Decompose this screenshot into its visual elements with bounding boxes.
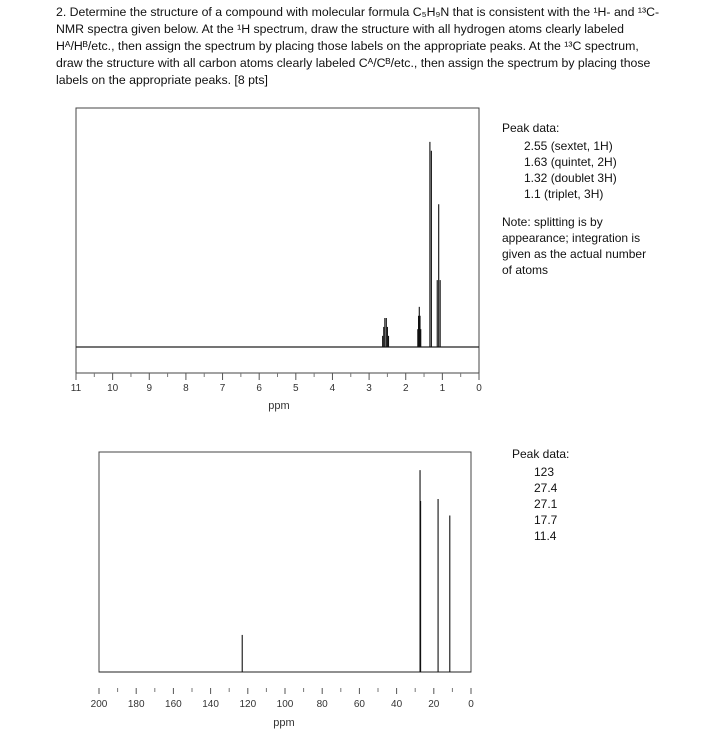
c13-tick-label: 0: [468, 699, 474, 710]
h1-note: [502, 214, 670, 278]
h1-tick-label: 11: [70, 383, 82, 394]
c13-peak-item: 27.1: [534, 497, 558, 511]
h1-xlabel: ppm: [268, 400, 290, 412]
h1-tick-label: 5: [293, 383, 299, 394]
h1-tick-label: 8: [183, 383, 189, 394]
h1-tick-label: 1: [439, 383, 446, 394]
question-line: NMR spectra given below. At the ¹H spectrum, draw the structure with all hydrogen atoms clearly labeled: [56, 22, 624, 36]
h1-tick-label: 7: [219, 383, 226, 394]
h1-tick-label: 0: [476, 383, 482, 394]
h1-peak-item: 1.1 (triplet, 3H): [524, 187, 604, 201]
c13-tick-label: 120: [239, 699, 257, 710]
h1-peak-item: 1.32 (doublet 3H): [524, 171, 617, 185]
question-line: labels on the appropriate peaks. [8 pts]: [56, 73, 268, 87]
note-line: appearance; integration is: [502, 231, 641, 245]
c13-tick-label: 140: [202, 699, 219, 710]
note-line: Note: splitting is by: [502, 215, 603, 229]
h1-peak-item: 2.55 (sextet, 1H): [524, 139, 613, 153]
c13-tick-label: 180: [127, 699, 145, 710]
h1-tick-label: 4: [329, 383, 336, 394]
c13-tick-label: 160: [165, 699, 182, 710]
h1-tick-label: 3: [366, 383, 372, 394]
c13-peak-item: 11.4: [534, 529, 557, 543]
c13-tick-label: 100: [276, 699, 294, 710]
h1-tick-label: 9: [146, 383, 153, 394]
c13-peak-item: 123: [534, 465, 555, 479]
c13-tick-label: 200: [90, 699, 108, 710]
c13-tick-label: 80: [316, 699, 328, 710]
h1-tick-label: 2: [402, 383, 409, 394]
c13-peak-item: 27.4: [534, 481, 558, 495]
c13-tick-label: 20: [428, 699, 440, 710]
question-line: draw the structure with all carbon atoms clearly labeled Cᴬ/Cᴮ/etc., then assign the spectrum by placing those: [56, 56, 651, 70]
c13-tick-label: 40: [391, 699, 403, 710]
c13-tick-label: 60: [353, 699, 365, 710]
c13-peak-data-heading: Peak data:: [512, 447, 570, 461]
h1-peak-data: [502, 120, 617, 202]
h1-tick-label: 10: [107, 383, 119, 394]
note-line: of atoms: [502, 263, 549, 277]
c13-xlabel: ppm: [273, 717, 295, 729]
c13-peak-data: [512, 446, 569, 544]
h1-peak-item: 1.63 (quintet, 2H): [524, 155, 617, 169]
h1-tick-label: 6: [256, 383, 262, 394]
c13-peak-item: 17.7: [534, 513, 558, 527]
h1-peak-data-heading: Peak data:: [502, 121, 560, 135]
question-line: Hᴬ/Hᴮ/etc., then assign the spectrum by placing those labels on the appropriate peaks. At the ¹³C spectrum,: [56, 39, 639, 53]
note-line: given as the actual number: [502, 247, 647, 261]
question-line: 2. Determine the structure of a compound with molecular formula C₅H₉N that is consistent with the ¹H- and ¹³C-: [56, 5, 660, 19]
